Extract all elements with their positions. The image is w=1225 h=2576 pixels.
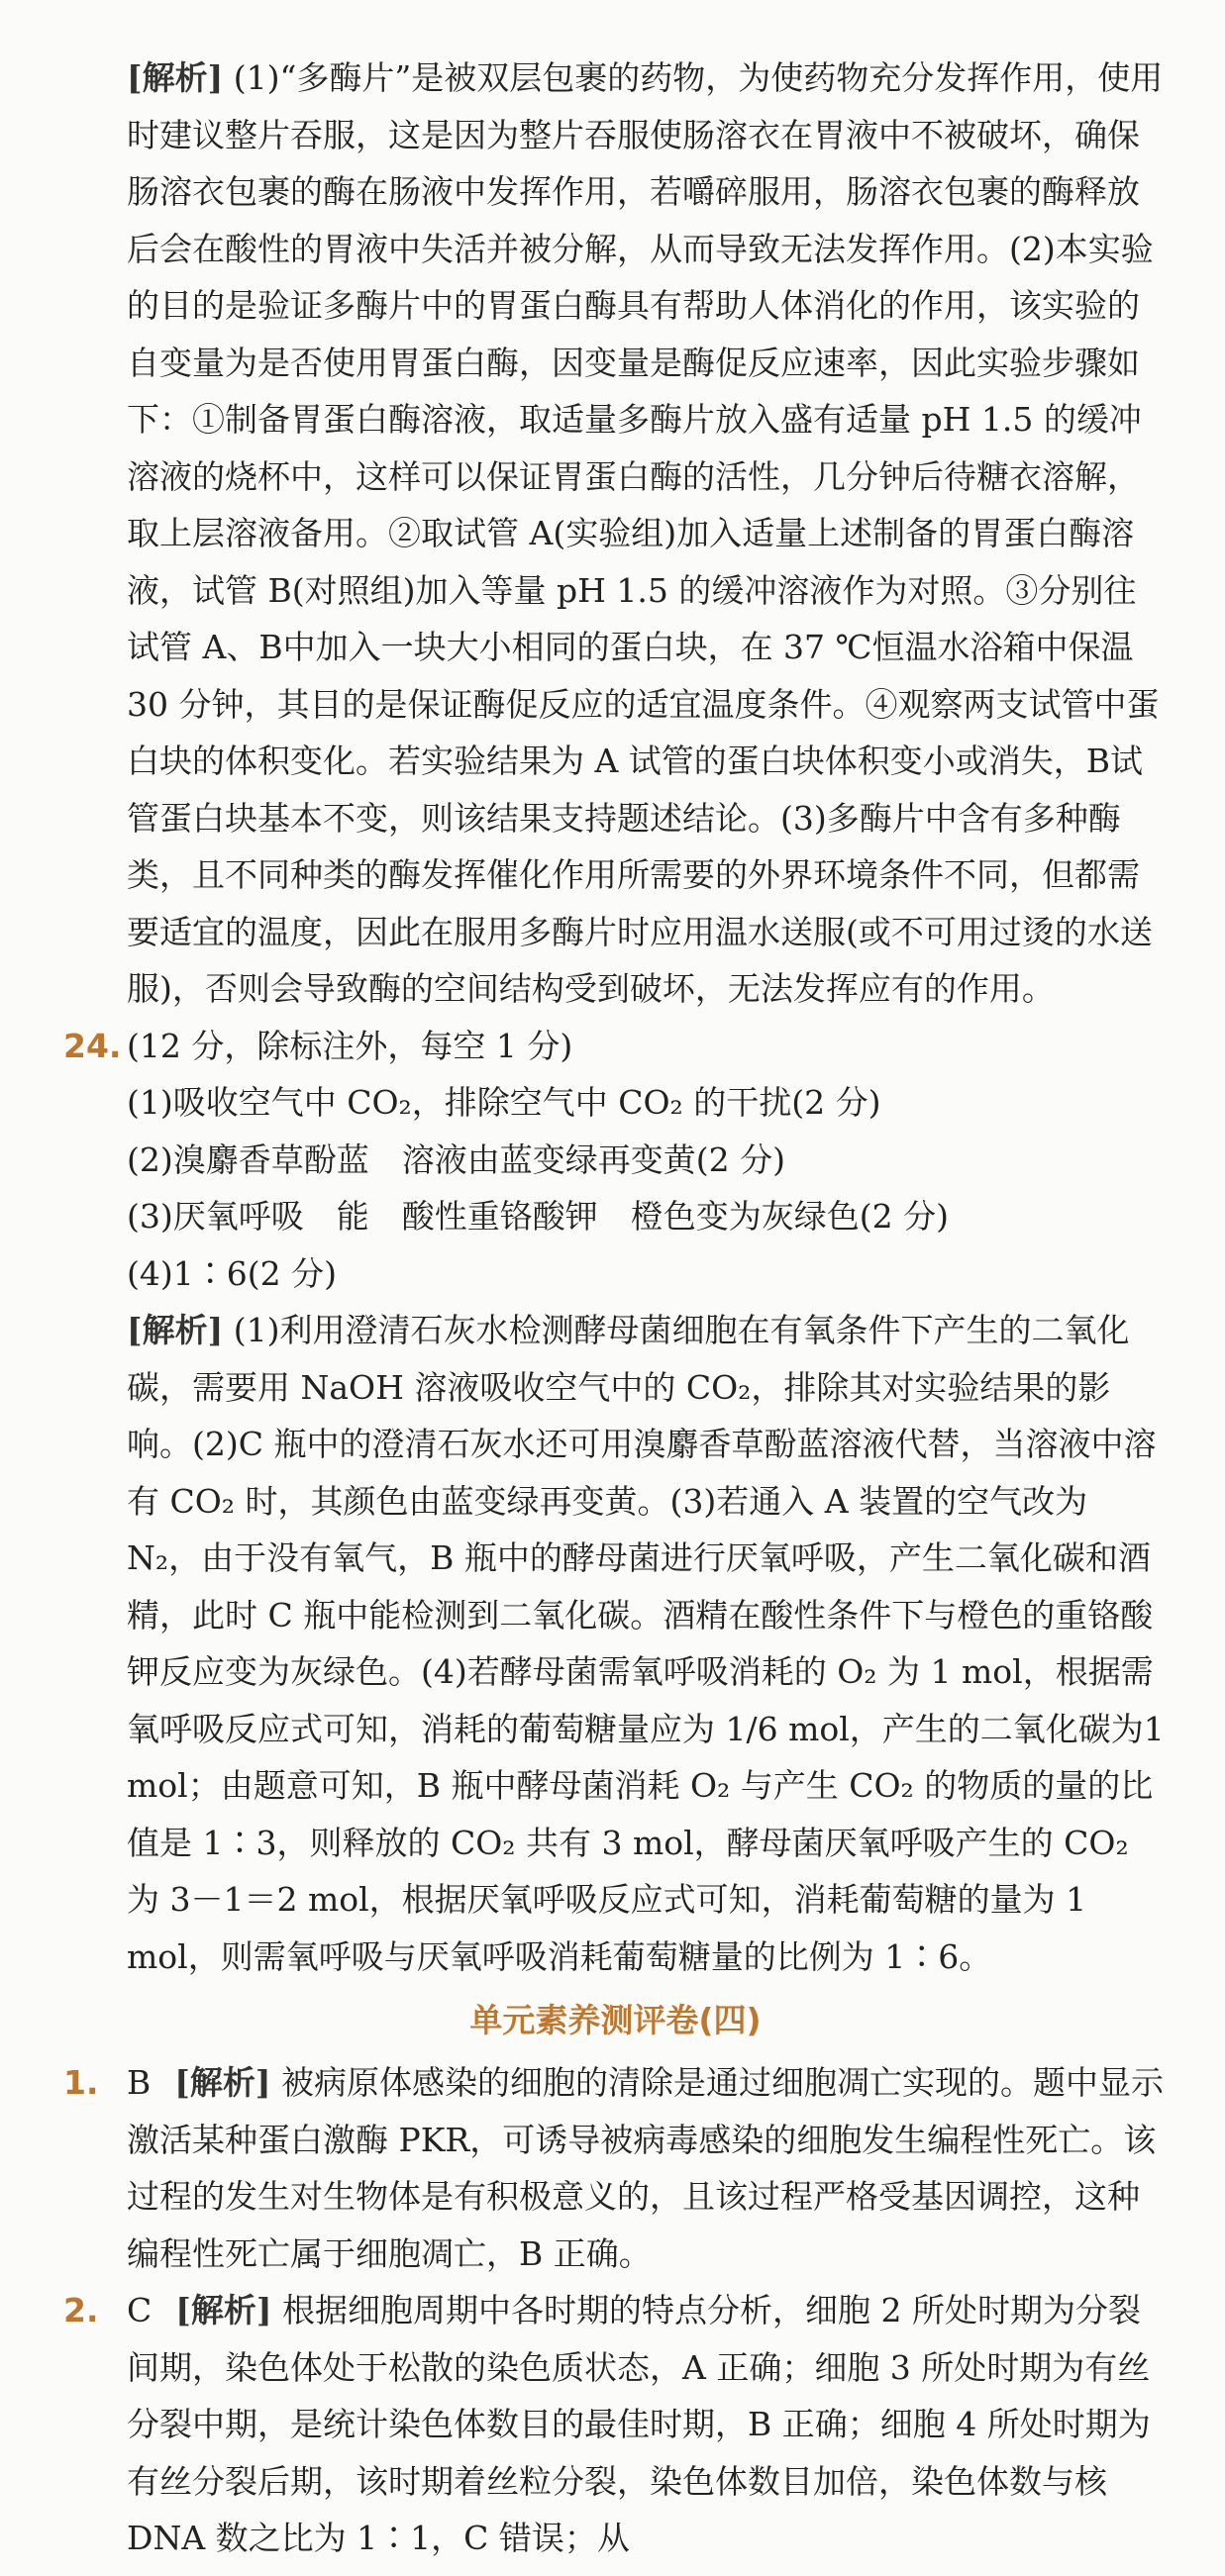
- answer-line-2: (2)溴麝香草酚蓝 溶液由蓝变绿再变黄(2 分): [127, 1139, 785, 1179]
- analysis-tag: [解析]: [127, 1311, 224, 1349]
- analysis-tag: [解析]: [175, 2291, 272, 2329]
- question-24: [63, 1018, 1168, 1075]
- question-1: [63, 2054, 1168, 2282]
- answer-line-1: (1)吸收空气中 CO₂，排除空气中 CO₂ 的干扰(2 分): [127, 1083, 881, 1122]
- answer-line-4: (4)1∶6(2 分): [127, 1253, 337, 1293]
- answer-choice: B: [127, 2063, 152, 2102]
- analysis-text: 被病原体感染的细胞的清除是通过细胞凋亡实现的。题中显示激活某种蛋白激酶 PKR，可诱导被病毒感染的细胞发生编程性死亡。该过程的发生对生物体是有积极意义的，且该过程严格受基因调控，这种编程性死亡属于细胞凋亡，B 正确。: [127, 2063, 1164, 2273]
- question-2: [63, 2282, 1168, 2567]
- analysis-tag: [解析]: [174, 2063, 271, 2102]
- question-number: 24.: [63, 1026, 122, 1065]
- answer-choice: C: [127, 2291, 153, 2329]
- question-2-body: [127, 2282, 1168, 2567]
- question-header: (12 分，除标注外，每空 1 分): [127, 1026, 573, 1065]
- analysis-text: (1)利用澄清石灰水检测酵母菌细胞在有氧条件下产生的二氧化碳，需要用 NaOH 溶液吸收空气中的 CO₂，排除其对实验结果的影响。(2)C 瓶中的澄清石灰水还可用溴麝香草酚蓝溶液代替，当溶液中溶有 CO₂ 时，其颜色由蓝变绿再变黄。(3)若通入 A 装置的空气改为 N₂，由于没有氧气，B 瓶中的酵母菌进行厌氧呼吸，产生二氧化碳和酒精，此时 C 瓶中能检测到二氧化碳。酒精在酸性条件下与橙色的重铬酸钾反应变为灰绿色。(4)若酵母菌需氧呼吸消耗的 O₂ 为 1 mol，根据需氧呼吸反应式可知，消耗的葡萄糖量应为 1/6 mol，产生的二氧化碳为1 mol；由题意可知，B 瓶中酵母菌消耗 O₂ 与产生 CO₂ 的物质的量的比值是 1∶3，则释放的 CO₂ 共有 3 mol，酵母菌厌氧呼吸产生的 CO₂ 为 3－1＝2 mol，根据厌氧呼吸反应式可知，消耗葡萄糖的量为 1 mol，则需氧呼吸与厌氧呼吸消耗葡萄糖量的比例为 1∶6。: [127, 1311, 1165, 1976]
- question-number: 1.: [63, 2063, 99, 2102]
- document-body: [63, 50, 1168, 2567]
- analysis-text: 根据细胞周期中各时期的特点分析，细胞 2 所处时期为分裂间期，染色体处于松散的染色质状态，A 正确；细胞 3 所处时期为有丝分裂中期，是统计染色体数目的最佳时期，B 正确；细胞 4 所处时期为有丝分裂后期，该时期着丝粒分裂，染色体数目加倍，染色体数与核 DNA 数之比为 1∶1，C 错误；从: [127, 2291, 1151, 2557]
- answer-line-3: (3)厌氧呼吸 能 酸性重铬酸钾 橙色变为灰绿色(2 分): [127, 1197, 949, 1236]
- analysis-tag: [解析]: [127, 58, 224, 97]
- question-1-body: [127, 2054, 1168, 2282]
- analysis-paragraph-1: [63, 50, 1168, 1018]
- analysis-paragraph-24: [63, 1302, 1168, 1985]
- section-title: 单元素养测评卷(四): [469, 2001, 762, 2039]
- analysis-text: (1)“多酶片”是被双层包裹的药物，为使药物充分发挥作用，使用时建议整片吞服，这是因为整片吞服使肠溶衣在胃液中不被破坏，确保肠溶衣包裹的酶在肠液中发挥作用，若嚼碎服用，肠溶衣包裹的酶释放后会在酸性的胃液中失活并被分解，从而导致无法发挥作用。(2)本实验的目的是验证多酶片中的胃蛋白酶具有帮助人体消化的作用，该实验的自变量为是否使用胃蛋白酶，因变量是酶促反应速率，因此实验步骤如下：①制备胃蛋白酶溶液，取适量多酶片放入盛有适量 pH 1.5 的缓冲溶液的烧杯中，这样可以保证胃蛋白酶的活性，几分钟后待糖衣溶解，取上层溶液备用。②取试管 A(实验组)加入适量上述制备的胃蛋白酶溶液，试管 B(对照组)加入等量 pH 1.5 的缓冲溶液作为对照。③分别往试管 A、B中加入一块大小相同的蛋白块，在 37 ℃恒温水浴箱中保温 30 分钟，其目的是保证酶促反应的适宜温度条件。④观察两支试管中蛋白块的体积变化。若实验结果为 A 试管的蛋白块体积变小或消失，B试管蛋白块基本不变，则该结果支持题述结论。(3)多酶片中含有多种酶类，且不同种类的酶发挥催化作用所需要的外界环境条件不同，但都需要适宜的温度，因此在服用多酶片时应用温水送服(或不可用过烫的水送服)，否则会导致酶的空间结构受到破坏，无法发挥应有的作用。: [127, 58, 1164, 1008]
- question-number: 2.: [63, 2291, 99, 2329]
